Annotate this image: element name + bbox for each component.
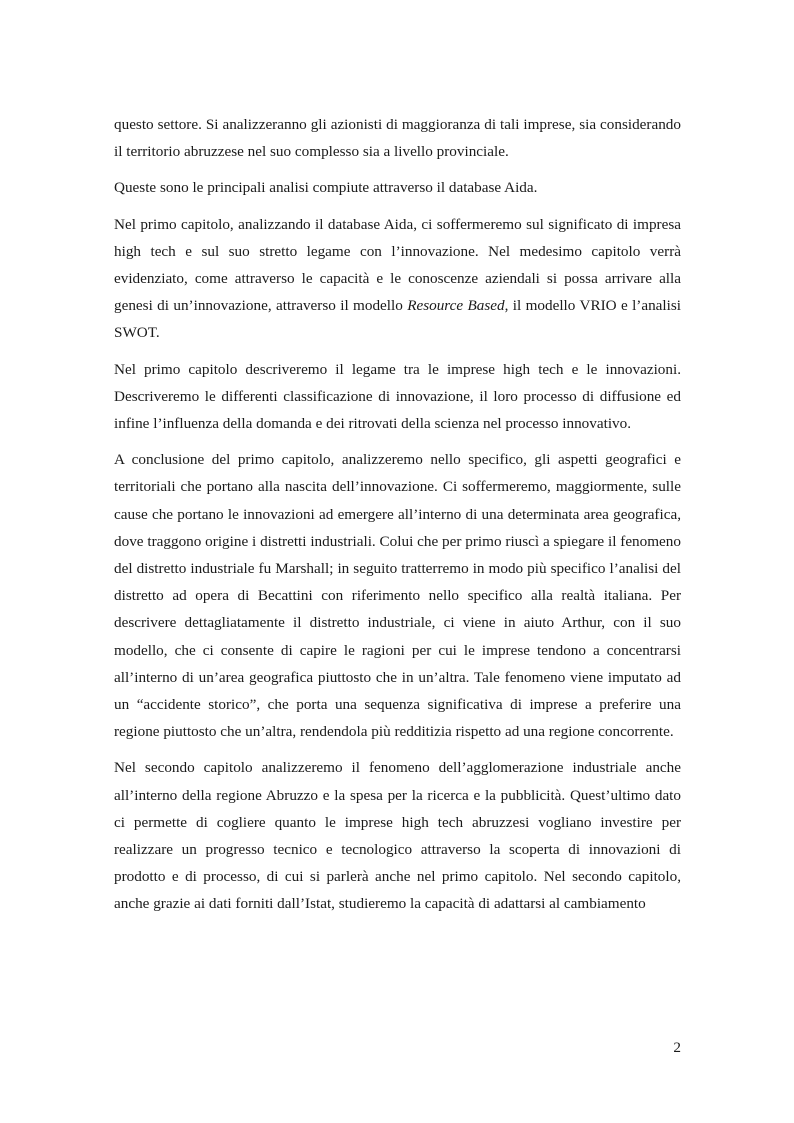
- italic-term: Resource Based: [407, 297, 505, 315]
- page-body: [114, 111, 681, 927]
- page-number: 2: [673, 1039, 681, 1056]
- paragraph-text: , il modello VRIO e l’analisi SWOT.: [114, 297, 681, 342]
- paragraph-text: Nel primo capitolo, analizzando il database Aida, ci soffermeremo sul significato di impresa high tech e sul suo stretto legame con l’innovazione. Nel medesimo capitolo verrà evidenziato, come attraverso le capacità e le conoscenze aziendali si possa arrivare alla genesi di un’innovazione, attraverso il modello: [114, 215, 681, 315]
- paragraph-chapter-one-conclusion: A conclusione del primo capitolo, analizzeremo nello specifico, gli aspetti geografici e territoriali che portano alla nascita dell’innovazione. Ci soffermeremo, maggiormente, sulle cause che portano le innovazioni ad emergere all’interno di una determinata area geografica, dove traggono origine i distretti industriali. Colui che per primo riuscì a spiegare il fenomeno del distretto industriale fu Marshall; in seguito tratterremo in modo più specifico l’analisi del distretto ad opera di Becattini con riferimento nello specifico alla realtà italiana. Per descrivere dettagliatamente il distretto industriale, ci viene in aiuto Arthur, con il suo modello, che ci consente di capire le ragioni per cui le imprese tendono a concentrarsi all’interno di un’area geografica piuttosto che in un’altra. Tale fenomeno viene imputato ad un “accidente storico”, che porta una sequenza significativa di imprese a preferire una regione piuttosto che un’altra, rendendola più redditizia rispetto ad una regione concorrente.: [114, 451, 681, 741]
- paragraph-chapter-two: Nel secondo capitolo analizzeremo il fenomeno dell’agglomerazione industriale anche all’interno della regione Abruzzo e la spesa per la ricerca e la pubblicità. Quest’ultimo dato ci permette di cogliere quanto le imprese high tech abruzzesi vogliano investire per realizzare un progresso tecnico e tecnologico attraverso la scoperta di innovazioni di prodotto e di processo, di cui si parlerà anche nel primo capitolo. Nel secondo capitolo, anche grazie ai dati forniti dall’Istat, studieremo la capacità di adattarsi al cambiamento: [114, 759, 681, 913]
- paragraph-chapter-one-innovation: Nel primo capitolo descriveremo il legame tra le imprese high tech e le innovazioni. Descriveremo le differenti classificazione di innovazione, il loro processo di diffusione ed infine l’influenza della domanda e dei ritrovati della scienza nel processo innovativo.: [114, 360, 681, 433]
- paragraph-analyses-summary: Queste sono le principali analisi compiute attraverso il database Aida.: [114, 179, 538, 197]
- paragraph-continuation: questo settore. Si analizzeranno gli azionisti di maggioranza di tali imprese, sia considerando il territorio abruzzese nel suo complesso sia a livello provinciale.: [114, 116, 681, 161]
- paragraph-chapter-one-intro: [114, 211, 681, 347]
